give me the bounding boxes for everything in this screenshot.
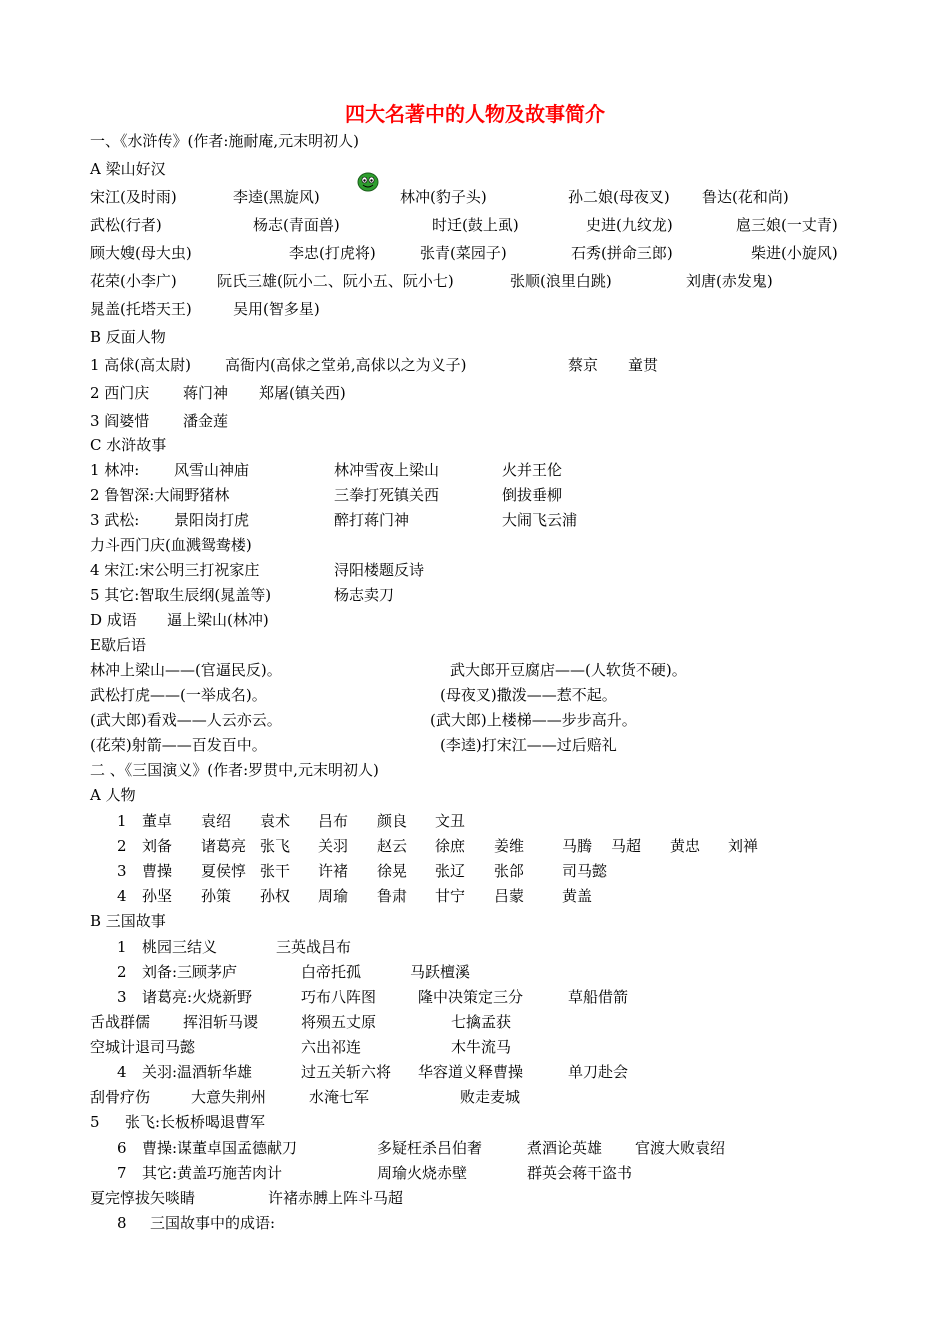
heroes-row-3 [90,242,838,264]
sg-story-row-7: 刮骨疗伤 大意失荆州 水淹七军 败走麦城 [90,1088,521,1106]
list-item: 李逵(黑旋风) [233,188,320,206]
list-item: 孙二娘(母夜叉) [568,188,670,206]
sg-story-row-3: 3 诸葛亮:火烧新野 巧布八阵图 隆中决策定三分 草船借箭 [117,988,629,1006]
story-row-6: 5 其它:智取生辰纲(晁盖等) 杨志卖刀 [90,586,395,604]
sg-story-row-10: 7 其它:黄盖巧施苦肉计 周瑜火烧赤壁 群英会蒋干盗书 [117,1164,633,1182]
people-row-1: 1 董卓 袁绍 袁术 吕布 颜良 文丑 [117,812,466,830]
list-item: 郑屠(镇关西) [259,384,346,402]
sg-story-row-4: 舌战群儒 挥泪斩马谡 将殒五丈原 七擒孟获 [90,1013,512,1031]
list-item: 阮氏三雄(阮小二、阮小五、阮小七) [217,272,454,290]
people-row-4: 4 孙坚 孙策 孙权 周瑜 鲁肃 甘宁 吕蒙 黄盖 [117,887,593,905]
sg-story-row-12: 8 三国故事中的成语: [117,1214,276,1232]
list-item: 杨志(青面兽) [253,216,340,234]
list-item: 3 阎婆惜 [90,412,150,430]
xiehouyu-row-2: 武松打虎——(一举成名)。 (母夜叉)撒泼——惹不起。 [90,686,617,704]
heroes-row-1 [90,186,789,208]
list-item: 武松(行者) [90,216,162,234]
story-row-4: 力斗西门庆(血溅鸳鸯楼) [90,536,252,554]
sg-story-row-8: 5 张飞:长板桥喝退曹军 [90,1113,266,1131]
list-item: 蒋门神 [183,384,229,402]
xiehouyu-row-3: (武大郎)看戏——人云亦云。 (武大郎)上楼梯——步步高升。 [90,711,637,729]
list-item: 张青(菜园子) [420,244,507,262]
list-item: 柴进(小旋风) [751,244,838,262]
list-item: 1 高俅(高太尉) [90,356,192,374]
list-item: 顾大嫂(母大虫) [90,244,192,262]
list-item: 扈三娘(一丈青) [736,216,838,234]
list-item: 史进(九纹龙) [586,216,673,234]
list-item: 蔡京 [568,356,599,374]
xiehouyu-row-4: (花荣)射箭——百发百中。 (李逵)打宋江——过后赔礼 [90,736,617,754]
sg-story-row-1: 1 桃园三结义 三英战吕布 [117,938,352,956]
idiom-row: D 成语 逼上梁山(林冲) [90,611,269,629]
villains-row-1 [90,354,659,376]
story-row-3: 3 武松: 景阳岗打虎 醉打蒋门神 大闹飞云浦 [90,511,578,529]
list-item: 宋江(及时雨) [90,188,177,206]
list-item: 童贯 [628,356,659,374]
sg-story-row-6: 4 关羽:温酒斩华雄 过五关斩六将 华容道义释曹操 单刀赴会 [117,1063,629,1081]
list-item: 时迁(鼓上虱) [432,216,519,234]
list-item: 晁盖(托塔天王) [90,300,192,318]
list-item: 吴用(智多星) [233,300,320,318]
story-row-1: 1 林冲: 风雪山神庙 林冲雪夜上梁山 火并王伦 [90,461,563,479]
heroes-row-2 [90,214,838,236]
document-page: 四大名著中的人物及故事简介 一、《水浒传》(作者:施耐庵,元末明初人) A 梁山好汉 宋江(及时雨) 李逵(黑旋风) 林冲(豹子头) 孙二娘(母夜叉) 鲁达(花和尚) 武松(行者) 杨志(青面兽) 时迁(鼓上虱) 史进(九纹龙) 扈三娘(一丈青) 顾大嫂(母大虫) 李忠(打虎将) 张青(菜园子) 石秀(拼命三郎) 柴进(小旋风) 花荣(小李广) 阮氏三雄(阮小二、阮小五、阮小七) 张顺(浪里白跳) 刘唐(赤发鬼) 晁盖(托塔天王) 吴用(智多星) B 反面人物 1 高俅(高太尉) 高衙内(高俅之堂弟,高俅以之为义子) 蔡京 童贯 2 西门庆 蒋门神 郑屠(镇关西) 3 阎婆惜 潘金莲 C 水浒故事 1 林冲: 风雪山神庙 林冲雪夜上梁山 火并王伦 2 鲁智深:大闹野猪林 三拳打死镇关西 倒拔垂柳 3 武松: 景阳岗打虎 醉打蒋门神 大闹飞云浦 力斗西门庆(血溅鸳鸯楼) 4 宋江:宋公明三打祝家庄 浔阳楼题反诗 5 其它:智取生辰纲(晁盖等) 杨志卖刀 D 成语 逼上梁山(林冲) E歇后语 林冲上梁山——(官逼民反)。 武大郎开豆腐店——(人软货不硬)。 武松打虎——(一举成名)。 (母夜叉)撒泼——惹不起。 (武大郎)看戏——人云亦云。 (武大郎)上楼梯——步步高升。 (花荣)射箭——百发百中。 (李逵)打宋江——过后赔礼 二 、《三国演义》(作者:罗贯中,元末明初人) A 人物 1 董卓 袁绍 袁术 吕布 颜良 文丑 2 刘备 诸葛亮 张飞 关羽 赵云 徐庶 姜维 马腾 马超 黄忠 刘禅 3 曹操 夏侯惇 张干 许褚 徐晃 张辽 张郃 司马懿 4 孙坚 孙策 孙权 周瑜 鲁肃 甘宁 吕蒙 黄盖 B 三国故事 1 桃园三结义 三英战吕布 2 刘备:三顾茅庐 白帝托孤 马跃檀溪 3 诸葛亮:火烧新野 巧布八阵图 隆中决策定三分 草船借箭 舌战群儒 挥泪斩马谡 将殒五丈原 七擒孟获 空城计退司马懿 六出祁连 木牛流马 4 关羽:温酒斩华雄 过五关斩六将 华容道义释曹操 单刀赴会 刮骨疗伤 大意失荆州 水淹七军 败走麦城 5 张飞:长板桥喝退曹军 6 曹操:谋董卓国孟德献刀 多疑枉杀吕伯奢 煮酒论英雄 官渡大败袁绍 7 其它:黄盖巧施苦肉计 周瑜火烧赤壁 群英会蒋干盗书 夏完惇拔矢啖睛 许褚赤膊上阵斗马超 8 三国故事中的成语: [0,0,950,1344]
list-item: 鲁达(花和尚) [702,188,789,206]
story-row-2: 2 鲁智深:大闹野猪林 三拳打死镇关西 倒拔垂柳 [90,486,563,504]
sg-story-row-2: 2 刘备:三顾茅庐 白帝托孤 马跃檀溪 [117,963,471,981]
heroes-row-4 [90,270,773,292]
list-item: 石秀(拼命三郎) [571,244,673,262]
list-item: 李忠(打虎将) [289,244,376,262]
list-item: 张顺(浪里白跳) [510,272,612,290]
xiehouyu-row-1: 林冲上梁山——(官逼民反)。 武大郎开豆腐店——(人软货不硬)。 [90,661,687,679]
story-row-5: 4 宋江:宋公明三打祝家庄 浔阳楼题反诗 [90,561,425,579]
list-item: 林冲(豹子头) [400,188,487,206]
sg-story-row-11: 夏完惇拔矢啖睛 许褚赤膊上阵斗马超 [90,1189,404,1207]
sg-story-row-9: 6 曹操:谋董卓国孟德献刀 多疑枉杀吕伯奢 煮酒论英雄 官渡大败袁绍 [117,1139,726,1157]
people-row-2: 2 刘备 诸葛亮 张飞 关羽 赵云 徐庶 姜维 马腾 马超 黄忠 刘禅 [117,837,759,855]
villains-row-2 [90,382,346,404]
villains-row-3 [90,410,229,432]
heroes-row-5 [90,298,320,320]
smiley-icon [357,172,379,192]
list-item: 高衙内(高俅之堂弟,高俅以之为义子) [225,356,467,374]
list-item: 2 西门庆 [90,384,150,402]
list-item: 刘唐(赤发鬼) [686,272,773,290]
list-item: 花荣(小李广) [90,272,177,290]
page-title: 四大名著中的人物及故事简介 [345,102,605,126]
people-row-3: 3 曹操 夏侯惇 张干 许褚 徐晃 张辽 张郃 司马懿 [117,862,608,880]
sg-story-row-5: 空城计退司马懿 六出祁连 木牛流马 [90,1038,512,1056]
list-item: 潘金莲 [183,412,229,430]
